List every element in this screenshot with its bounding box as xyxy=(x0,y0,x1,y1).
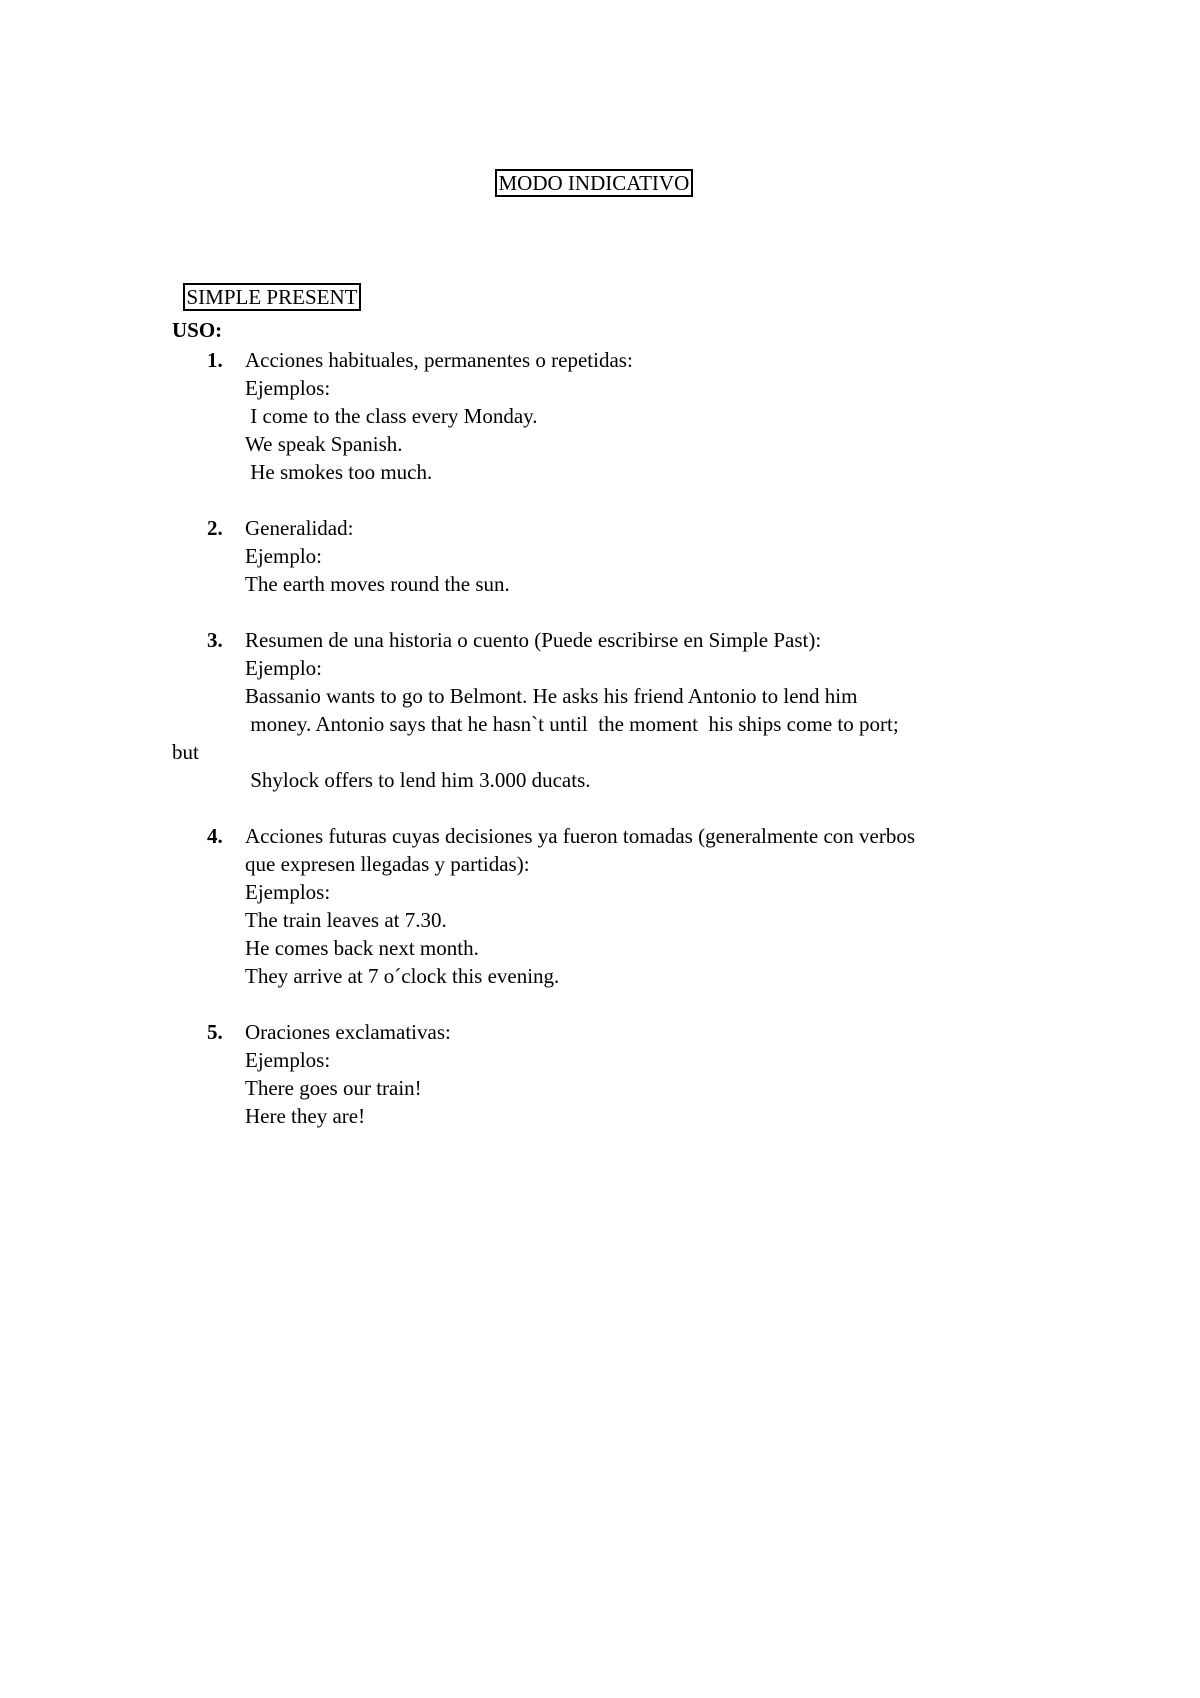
list-item-number: 3. xyxy=(207,628,223,652)
example-line: We speak Spanish. xyxy=(245,432,403,456)
list-item-heading: Generalidad: xyxy=(245,516,354,540)
example-label: Ejemplo: xyxy=(245,544,322,568)
example-line: but xyxy=(172,740,199,764)
example-label: Ejemplos: xyxy=(245,1048,331,1072)
list-item-number: 1. xyxy=(207,348,223,372)
example-line: The earth moves round the sun. xyxy=(245,572,510,596)
example-line: They arrive at 7 o´clock this evening. xyxy=(245,964,560,988)
list-item-number: 2. xyxy=(207,516,223,540)
example-line: The train leaves at 7.30. xyxy=(245,908,447,932)
example-label: Ejemplo: xyxy=(245,656,322,680)
example-line: He comes back next month. xyxy=(245,936,479,960)
list-item-heading-cont: que expresen llegadas y partidas): xyxy=(245,852,530,876)
list-item-heading: Acciones habituales, permanentes o repetidas: xyxy=(245,348,633,372)
document-title: MODO INDICATIVO xyxy=(484,147,693,171)
example-line: Shylock offers to lend him 3.000 ducats. xyxy=(245,768,591,792)
example-line: There goes our train! xyxy=(245,1076,422,1100)
list-item-number: 4. xyxy=(207,824,223,848)
list-item-number: 5. xyxy=(207,1020,223,1044)
list-item-heading: Resumen de una historia o cuento (Puede escribirse en Simple Past): xyxy=(245,628,822,652)
list-item-heading: Oraciones exclamativas: xyxy=(245,1020,451,1044)
section-heading: SIMPLE PRESENT xyxy=(172,261,361,285)
example-line: money. Antonio says that he hasn`t until the moment his ships come to port; xyxy=(245,712,899,736)
example-line: Here they are! xyxy=(245,1104,366,1128)
example-label: Ejemplos: xyxy=(245,376,331,400)
example-label: Ejemplos: xyxy=(245,880,331,904)
uso-label: USO: xyxy=(172,318,223,342)
example-line: Bassanio wants to go to Belmont. He asks his friend Antonio to lend him xyxy=(245,684,858,708)
example-line: I come to the class every Monday. xyxy=(245,404,538,428)
list-item-heading: Acciones futuras cuyas decisiones ya fueron tomadas (generalmente con verbos xyxy=(245,824,916,848)
example-line: He smokes too much. xyxy=(245,460,433,484)
